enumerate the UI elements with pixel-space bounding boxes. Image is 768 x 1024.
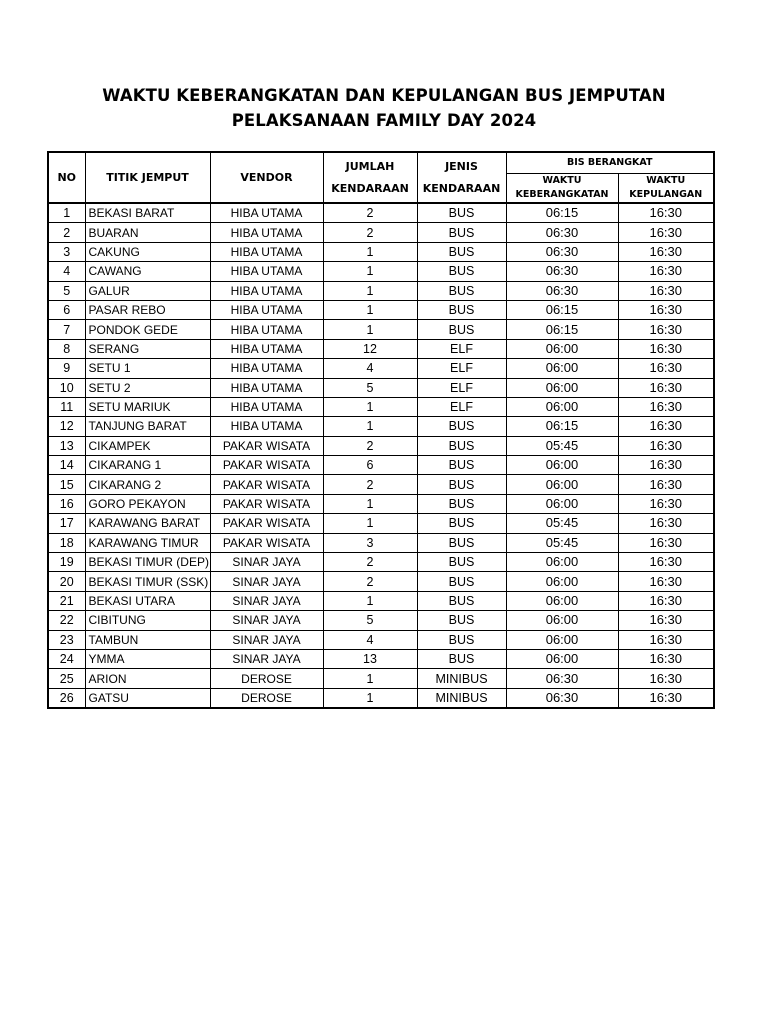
- table-row: [48, 417, 714, 436]
- cell-jumlah-kendaraan: 2: [323, 572, 417, 591]
- cell-no: 8: [48, 339, 85, 358]
- cell-jenis-kendaraan: BUS: [417, 591, 506, 610]
- header-kepulangan-line1: WAKTU: [646, 175, 686, 186]
- cell-titik-jemput: TANJUNG BARAT: [85, 417, 210, 436]
- cell-vendor: PAKAR WISATA: [210, 514, 323, 533]
- cell-waktu-keberangkatan: 06:00: [506, 553, 618, 572]
- table-row: [48, 397, 714, 416]
- cell-jumlah-kendaraan: 1: [323, 320, 417, 339]
- cell-titik-jemput: KARAWANG TIMUR: [85, 533, 210, 552]
- header-keberangkatan-line2: KEBERANGKATAN: [515, 189, 609, 200]
- cell-titik-jemput: BEKASI TIMUR (DEP): [85, 553, 210, 572]
- cell-jumlah-kendaraan: 1: [323, 514, 417, 533]
- cell-vendor: HIBA UTAMA: [210, 203, 323, 223]
- header-waktu-keberangkatan: [506, 174, 618, 204]
- cell-waktu-kepulangan: 16:30: [618, 436, 714, 455]
- cell-waktu-kepulangan: 16:30: [618, 649, 714, 668]
- cell-waktu-keberangkatan: 06:00: [506, 397, 618, 416]
- cell-jumlah-kendaraan: 1: [323, 417, 417, 436]
- cell-vendor: PAKAR WISATA: [210, 456, 323, 475]
- cell-titik-jemput: CIKARANG 2: [85, 475, 210, 494]
- cell-no: 4: [48, 262, 85, 281]
- cell-jenis-kendaraan: BUS: [417, 242, 506, 261]
- cell-waktu-keberangkatan: 06:00: [506, 630, 618, 649]
- table-row: [48, 649, 714, 668]
- cell-vendor: HIBA UTAMA: [210, 223, 323, 242]
- cell-waktu-keberangkatan: 06:30: [506, 223, 618, 242]
- cell-waktu-kepulangan: 16:30: [618, 553, 714, 572]
- table-row: [48, 514, 714, 533]
- cell-waktu-kepulangan: 16:30: [618, 591, 714, 610]
- cell-jenis-kendaraan: BUS: [417, 572, 506, 591]
- cell-titik-jemput: BUARAN: [85, 223, 210, 242]
- cell-titik-jemput: CIKARANG 1: [85, 456, 210, 475]
- cell-titik-jemput: BEKASI BARAT: [85, 203, 210, 223]
- cell-jumlah-kendaraan: 12: [323, 339, 417, 358]
- cell-no: 14: [48, 456, 85, 475]
- cell-jumlah-kendaraan: 5: [323, 378, 417, 397]
- cell-titik-jemput: CIKAMPEK: [85, 436, 210, 455]
- cell-titik-jemput: CAWANG: [85, 262, 210, 281]
- cell-waktu-keberangkatan: 05:45: [506, 514, 618, 533]
- cell-jumlah-kendaraan: 1: [323, 281, 417, 300]
- cell-vendor: SINAR JAYA: [210, 572, 323, 591]
- cell-waktu-keberangkatan: 06:00: [506, 378, 618, 397]
- cell-jenis-kendaraan: BUS: [417, 630, 506, 649]
- cell-waktu-kepulangan: 16:30: [618, 203, 714, 223]
- table-row: [48, 378, 714, 397]
- cell-jenis-kendaraan: MINIBUS: [417, 688, 506, 708]
- cell-no: 23: [48, 630, 85, 649]
- cell-waktu-kepulangan: 16:30: [618, 242, 714, 261]
- cell-jumlah-kendaraan: 2: [323, 475, 417, 494]
- cell-waktu-kepulangan: 16:30: [618, 300, 714, 319]
- cell-jenis-kendaraan: BUS: [417, 417, 506, 436]
- cell-no: 25: [48, 669, 85, 688]
- header-titik-jemput: TITIK JEMPUT: [85, 152, 210, 203]
- cell-jumlah-kendaraan: 2: [323, 553, 417, 572]
- cell-titik-jemput: SERANG: [85, 339, 210, 358]
- cell-no: 21: [48, 591, 85, 610]
- cell-jenis-kendaraan: BUS: [417, 223, 506, 242]
- cell-no: 13: [48, 436, 85, 455]
- cell-jumlah-kendaraan: 6: [323, 456, 417, 475]
- cell-no: 2: [48, 223, 85, 242]
- cell-no: 15: [48, 475, 85, 494]
- cell-waktu-keberangkatan: 05:45: [506, 436, 618, 455]
- cell-waktu-kepulangan: 16:30: [618, 514, 714, 533]
- cell-vendor: PAKAR WISATA: [210, 494, 323, 513]
- cell-no: 5: [48, 281, 85, 300]
- cell-jenis-kendaraan: BUS: [417, 649, 506, 668]
- cell-titik-jemput: GATSU: [85, 688, 210, 708]
- table-row: [48, 611, 714, 630]
- cell-titik-jemput: GALUR: [85, 281, 210, 300]
- cell-waktu-keberangkatan: 06:00: [506, 456, 618, 475]
- cell-jenis-kendaraan: ELF: [417, 339, 506, 358]
- cell-jenis-kendaraan: BUS: [417, 262, 506, 281]
- cell-jumlah-kendaraan: 3: [323, 533, 417, 552]
- cell-titik-jemput: BEKASI UTARA: [85, 591, 210, 610]
- cell-jenis-kendaraan: ELF: [417, 359, 506, 378]
- cell-waktu-keberangkatan: 06:15: [506, 300, 618, 319]
- cell-no: 6: [48, 300, 85, 319]
- cell-no: 11: [48, 397, 85, 416]
- cell-waktu-kepulangan: 16:30: [618, 417, 714, 436]
- cell-no: 1: [48, 203, 85, 223]
- cell-jenis-kendaraan: ELF: [417, 378, 506, 397]
- cell-jumlah-kendaraan: 1: [323, 397, 417, 416]
- cell-waktu-keberangkatan: 06:30: [506, 669, 618, 688]
- cell-no: 24: [48, 649, 85, 668]
- cell-no: 10: [48, 378, 85, 397]
- header-jumlah-line1: JUMLAH: [345, 159, 395, 173]
- cell-no: 16: [48, 494, 85, 513]
- cell-vendor: HIBA UTAMA: [210, 417, 323, 436]
- cell-no: 20: [48, 572, 85, 591]
- cell-waktu-keberangkatan: 06:00: [506, 475, 618, 494]
- cell-jenis-kendaraan: BUS: [417, 456, 506, 475]
- table-row: [48, 223, 714, 242]
- cell-waktu-kepulangan: 16:30: [618, 339, 714, 358]
- cell-waktu-keberangkatan: 05:45: [506, 533, 618, 552]
- cell-jenis-kendaraan: BUS: [417, 494, 506, 513]
- cell-waktu-kepulangan: 16:30: [618, 533, 714, 552]
- header-jenis-kendaraan: [417, 152, 506, 203]
- cell-jumlah-kendaraan: 1: [323, 494, 417, 513]
- cell-vendor: PAKAR WISATA: [210, 436, 323, 455]
- cell-jumlah-kendaraan: 1: [323, 669, 417, 688]
- cell-waktu-kepulangan: 16:30: [618, 572, 714, 591]
- table-header: [48, 152, 714, 203]
- cell-jumlah-kendaraan: 5: [323, 611, 417, 630]
- cell-jumlah-kendaraan: 2: [323, 223, 417, 242]
- table-row: [48, 320, 714, 339]
- cell-vendor: HIBA UTAMA: [210, 339, 323, 358]
- table-row: [48, 553, 714, 572]
- cell-jumlah-kendaraan: 4: [323, 359, 417, 378]
- cell-vendor: SINAR JAYA: [210, 553, 323, 572]
- cell-waktu-kepulangan: 16:30: [618, 494, 714, 513]
- cell-titik-jemput: PONDOK GEDE: [85, 320, 210, 339]
- cell-jumlah-kendaraan: 4: [323, 630, 417, 649]
- cell-titik-jemput: CAKUNG: [85, 242, 210, 261]
- cell-waktu-kepulangan: 16:30: [618, 359, 714, 378]
- cell-no: 26: [48, 688, 85, 708]
- table-row: [48, 494, 714, 513]
- cell-no: 17: [48, 514, 85, 533]
- table-row: [48, 242, 714, 261]
- table-row: [48, 359, 714, 378]
- cell-vendor: SINAR JAYA: [210, 591, 323, 610]
- cell-jumlah-kendaraan: 2: [323, 203, 417, 223]
- table-row: [48, 630, 714, 649]
- cell-no: 7: [48, 320, 85, 339]
- cell-jenis-kendaraan: BUS: [417, 320, 506, 339]
- cell-waktu-keberangkatan: 06:15: [506, 203, 618, 223]
- cell-waktu-keberangkatan: 06:30: [506, 688, 618, 708]
- header-waktu-kepulangan: [618, 174, 714, 204]
- cell-jenis-kendaraan: ELF: [417, 397, 506, 416]
- cell-jenis-kendaraan: BUS: [417, 611, 506, 630]
- table-row: [48, 300, 714, 319]
- cell-no: 22: [48, 611, 85, 630]
- document-subtitle: PELAKSANAAN FAMILY DAY 2024: [231, 111, 537, 130]
- cell-no: 9: [48, 359, 85, 378]
- cell-jenis-kendaraan: BUS: [417, 436, 506, 455]
- cell-waktu-keberangkatan: 06:00: [506, 494, 618, 513]
- cell-jenis-kendaraan: BUS: [417, 475, 506, 494]
- cell-vendor: PAKAR WISATA: [210, 533, 323, 552]
- cell-waktu-keberangkatan: 06:00: [506, 591, 618, 610]
- cell-titik-jemput: SETU 1: [85, 359, 210, 378]
- table-row: [48, 339, 714, 358]
- cell-waktu-kepulangan: 16:30: [618, 397, 714, 416]
- cell-jenis-kendaraan: MINIBUS: [417, 669, 506, 688]
- table-row: [48, 475, 714, 494]
- cell-waktu-keberangkatan: 06:00: [506, 572, 618, 591]
- cell-titik-jemput: GORO PEKAYON: [85, 494, 210, 513]
- table-row: [48, 456, 714, 475]
- cell-waktu-keberangkatan: 06:30: [506, 242, 618, 261]
- cell-vendor: HIBA UTAMA: [210, 262, 323, 281]
- header-bis-berangkat: BIS BERANGKAT: [506, 152, 714, 174]
- cell-vendor: SINAR JAYA: [210, 649, 323, 668]
- header-keberangkatan-line1: WAKTU: [542, 175, 582, 186]
- cell-waktu-keberangkatan: 06:00: [506, 339, 618, 358]
- cell-waktu-kepulangan: 16:30: [618, 611, 714, 630]
- cell-titik-jemput: YMMA: [85, 649, 210, 668]
- cell-titik-jemput: PASAR REBO: [85, 300, 210, 319]
- cell-vendor: HIBA UTAMA: [210, 359, 323, 378]
- header-no: NO: [48, 152, 85, 203]
- cell-waktu-keberangkatan: 06:30: [506, 281, 618, 300]
- cell-waktu-keberangkatan: 06:15: [506, 320, 618, 339]
- table-row: [48, 203, 714, 223]
- cell-waktu-kepulangan: 16:30: [618, 669, 714, 688]
- cell-vendor: SINAR JAYA: [210, 630, 323, 649]
- header-jumlah-line2: KENDARAAN: [331, 181, 409, 195]
- cell-waktu-kepulangan: 16:30: [618, 262, 714, 281]
- table-row: [48, 262, 714, 281]
- table-row: [48, 572, 714, 591]
- cell-waktu-kepulangan: 16:30: [618, 456, 714, 475]
- cell-waktu-keberangkatan: 06:00: [506, 611, 618, 630]
- cell-vendor: HIBA UTAMA: [210, 242, 323, 261]
- cell-titik-jemput: BEKASI TIMUR (SSK): [85, 572, 210, 591]
- cell-waktu-kepulangan: 16:30: [618, 688, 714, 708]
- cell-titik-jemput: SETU 2: [85, 378, 210, 397]
- table-row: [48, 591, 714, 610]
- cell-no: 3: [48, 242, 85, 261]
- header-jenis-line1: JENIS: [445, 159, 478, 173]
- cell-titik-jemput: KARAWANG BARAT: [85, 514, 210, 533]
- cell-vendor: HIBA UTAMA: [210, 300, 323, 319]
- cell-waktu-kepulangan: 16:30: [618, 475, 714, 494]
- cell-waktu-kepulangan: 16:30: [618, 378, 714, 397]
- cell-jenis-kendaraan: BUS: [417, 300, 506, 319]
- cell-jenis-kendaraan: BUS: [417, 514, 506, 533]
- cell-waktu-keberangkatan: 06:30: [506, 262, 618, 281]
- header-vendor: VENDOR: [210, 152, 323, 203]
- table-row: [48, 669, 714, 688]
- cell-titik-jemput: SETU MARIUK: [85, 397, 210, 416]
- cell-waktu-kepulangan: 16:30: [618, 320, 714, 339]
- cell-vendor: SINAR JAYA: [210, 611, 323, 630]
- cell-titik-jemput: ARION: [85, 669, 210, 688]
- cell-waktu-kepulangan: 16:30: [618, 630, 714, 649]
- cell-no: 18: [48, 533, 85, 552]
- cell-jumlah-kendaraan: 1: [323, 591, 417, 610]
- cell-waktu-keberangkatan: 06:00: [506, 359, 618, 378]
- cell-no: 12: [48, 417, 85, 436]
- header-jumlah-kendaraan: [323, 152, 417, 203]
- cell-jumlah-kendaraan: 1: [323, 300, 417, 319]
- table-row: [48, 281, 714, 300]
- cell-vendor: HIBA UTAMA: [210, 397, 323, 416]
- cell-waktu-keberangkatan: 06:00: [506, 649, 618, 668]
- cell-titik-jemput: TAMBUN: [85, 630, 210, 649]
- table-row: [48, 688, 714, 708]
- cell-no: 19: [48, 553, 85, 572]
- header-kepulangan-line2: KEPULANGAN: [629, 189, 703, 200]
- cell-titik-jemput: CIBITUNG: [85, 611, 210, 630]
- cell-waktu-kepulangan: 16:30: [618, 281, 714, 300]
- cell-jenis-kendaraan: BUS: [417, 533, 506, 552]
- cell-waktu-kepulangan: 16:30: [618, 223, 714, 242]
- cell-jumlah-kendaraan: 2: [323, 436, 417, 455]
- cell-jenis-kendaraan: BUS: [417, 203, 506, 223]
- table-row: [48, 436, 714, 455]
- cell-waktu-keberangkatan: 06:15: [506, 417, 618, 436]
- table-body: [48, 203, 714, 708]
- cell-vendor: HIBA UTAMA: [210, 320, 323, 339]
- header-jenis-line2: KENDARAAN: [422, 181, 501, 195]
- table-row: [48, 533, 714, 552]
- schedule-table: [47, 151, 715, 709]
- cell-vendor: PAKAR WISATA: [210, 475, 323, 494]
- cell-jumlah-kendaraan: 1: [323, 262, 417, 281]
- cell-jumlah-kendaraan: 13: [323, 649, 417, 668]
- cell-vendor: HIBA UTAMA: [210, 378, 323, 397]
- cell-jenis-kendaraan: BUS: [417, 553, 506, 572]
- cell-vendor: HIBA UTAMA: [210, 281, 323, 300]
- cell-vendor: DEROSE: [210, 688, 323, 708]
- cell-vendor: DEROSE: [210, 669, 323, 688]
- cell-jumlah-kendaraan: 1: [323, 242, 417, 261]
- document-title: WAKTU KEBERANGKATAN DAN KEPULANGAN BUS JEMPUTAN: [102, 86, 666, 105]
- cell-jumlah-kendaraan: 1: [323, 688, 417, 708]
- cell-jenis-kendaraan: BUS: [417, 281, 506, 300]
